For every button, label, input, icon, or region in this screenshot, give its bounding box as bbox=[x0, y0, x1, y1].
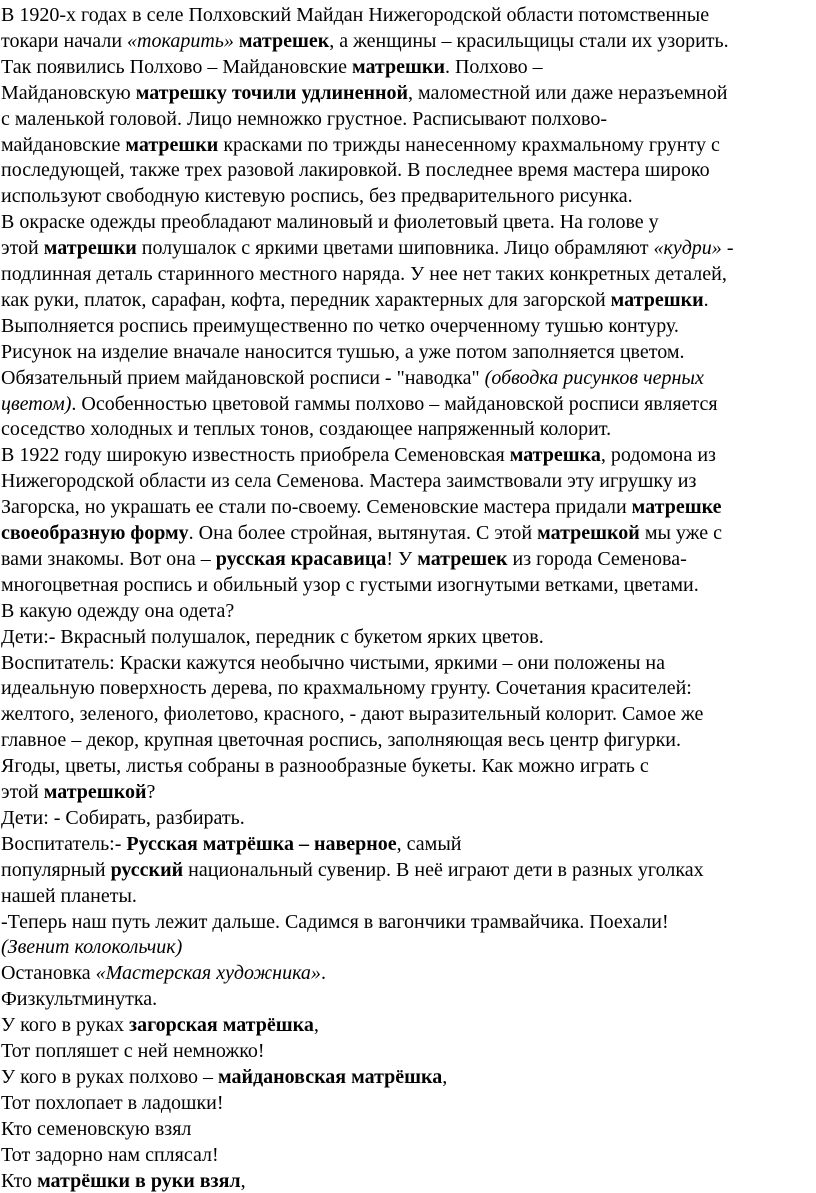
text-run: Тот похлопает в ладошки! bbox=[1, 1091, 224, 1114]
text-run: . Полхово – bbox=[444, 55, 543, 78]
text-line bbox=[1, 676, 692, 700]
text-run: главное – декор, крупная цветочная роспись, заполняющая весь центр фигурки. bbox=[1, 729, 681, 752]
text-line bbox=[1, 236, 733, 260]
bold-text: матрешкой bbox=[43, 781, 147, 803]
text-run: нашей планеты. bbox=[1, 884, 137, 907]
bold-text: матрешек bbox=[417, 547, 508, 570]
italic-text: «Мастерская художника» bbox=[95, 962, 321, 985]
text-line bbox=[1, 469, 696, 493]
italic-text: (Звенит колокольчик) bbox=[1, 936, 183, 959]
text-line bbox=[1, 961, 326, 985]
bold-text: матрёшки в руки взял bbox=[37, 1169, 241, 1192]
text-line bbox=[1, 1169, 246, 1193]
text-run: красками по трижды нанесенному крахмальному грунту с bbox=[218, 133, 720, 156]
text-run: Воспитатель: Краски кажутся необычно чистыми, яркими – они положены на bbox=[1, 651, 666, 674]
text-run: ? bbox=[146, 781, 156, 803]
text-line bbox=[1, 884, 137, 908]
text-line bbox=[1, 547, 687, 571]
text-run: Тот попляшет с ней немножко! bbox=[1, 1040, 265, 1062]
text-run: последующей, также трех разовой лакировкой. В последнее время мастера широко bbox=[1, 159, 710, 182]
text-run: этой bbox=[1, 781, 44, 803]
text-line bbox=[1, 210, 659, 234]
text-run: , самый bbox=[396, 832, 462, 855]
text-run: Обязательный прием майдановской росписи - "наводка" bbox=[1, 366, 485, 389]
text-line bbox=[1, 417, 611, 441]
text-line bbox=[1, 651, 665, 675]
text-run: используют свободную кистевую роспись, без предварительного рисунка. bbox=[1, 185, 633, 208]
text-line bbox=[1, 184, 633, 208]
text-run: Дети:- Вкрасный полушалок, передник с букетом ярких цветов. bbox=[1, 625, 544, 648]
bold-text: матрешки bbox=[610, 288, 704, 311]
text-run: Кто bbox=[1, 1169, 38, 1192]
text-line bbox=[1, 1039, 265, 1063]
text-line bbox=[1, 443, 716, 467]
italic-text: (обводка рисунков черных bbox=[484, 366, 704, 389]
text-run: как руки, платок, сарафан, кофта, передник характерных для загорской bbox=[1, 288, 611, 311]
text-run: , bbox=[442, 1065, 448, 1088]
text-run: подлинная деталь старинного местного наряда. У нее нет таких конкретных деталей, bbox=[1, 263, 727, 285]
text-line bbox=[1, 858, 704, 882]
text-run: , а женщины – красильщицы стали их узорить. bbox=[329, 29, 729, 52]
bold-text: матрешку точили удлиненной bbox=[135, 81, 409, 104]
text-run: вами знакомы. Вот она – bbox=[1, 547, 216, 570]
italic-text: «кудри» bbox=[653, 237, 722, 260]
text-line bbox=[1, 910, 669, 934]
bold-text: матрешки bbox=[352, 55, 445, 78]
text-run: Ягоды, цветы, листья собраны в разнообразные букеты. Как можно играть с bbox=[1, 755, 649, 778]
text-run: . bbox=[320, 962, 326, 985]
text-run: соседство холодных и теплых тонов, создающее напряженный колорит. bbox=[1, 418, 612, 441]
text-run: , bbox=[313, 1014, 319, 1037]
text-line bbox=[1, 29, 729, 53]
text-run: , маломестной или даже неразъемной bbox=[408, 81, 728, 104]
bold-text: загорская матрёшка bbox=[129, 1014, 314, 1037]
bold-text: майдановская матрёшка bbox=[218, 1065, 443, 1088]
text-line bbox=[1, 599, 234, 623]
text-run: Тот задорно нам сплясал! bbox=[1, 1143, 219, 1166]
text-run: Кто семеновскую взял bbox=[1, 1117, 192, 1140]
text-run: . Особенностью цветовой гаммы полхово – майдановской росписи является bbox=[71, 392, 718, 415]
bold-text: матрешек bbox=[238, 29, 330, 52]
italic-text: «токарить» bbox=[127, 29, 234, 52]
text-line bbox=[1, 107, 607, 131]
text-run: Рисунок на изделие вначале наносится тушью, а уже потом заполняется цветом. bbox=[1, 340, 685, 363]
text-run: национальный сувенир. В неё играют дети в разных уголках bbox=[183, 858, 704, 881]
text-line bbox=[1, 495, 721, 519]
text-line bbox=[1, 780, 155, 804]
text-line bbox=[1, 158, 710, 182]
text-run: . Она более стройная, вытянутая. С этой bbox=[188, 522, 538, 544]
text-run: этой bbox=[1, 237, 44, 260]
text-line bbox=[1, 81, 727, 105]
text-run: . bbox=[703, 288, 709, 311]
bold-text: русская красавица bbox=[215, 547, 387, 570]
text-line bbox=[1, 806, 245, 830]
bold-text: матрешка bbox=[509, 444, 601, 467]
text-run: Загорска, но украшать ее стали по-своему. Семеновские мастера придали bbox=[1, 496, 632, 519]
text-run: Остановка bbox=[1, 962, 96, 985]
text-line bbox=[1, 832, 461, 856]
text-run: У кого в руках полхово – bbox=[1, 1065, 219, 1088]
text-run: В какую одежду она одета? bbox=[1, 599, 235, 622]
text-run: , родомона из bbox=[600, 444, 716, 467]
text-run: Нижегородской области из села Семенова. Мастера заимствовали эту игрушку из bbox=[1, 470, 697, 493]
text-run: У кого в руках bbox=[1, 1014, 130, 1037]
text-run: Воспитатель:- bbox=[1, 832, 127, 855]
text-line bbox=[1, 1117, 191, 1141]
text-run: токари начали bbox=[1, 29, 128, 52]
text-run: майдановские bbox=[1, 133, 126, 156]
text-line bbox=[1, 1091, 224, 1115]
text-run: многоцветная роспись и обильный узор с густыми изогнутыми ветками, цветами. bbox=[1, 573, 699, 596]
text-run: В окраске одежды преобладают малиновый и фиолетовый цвета. На голове у bbox=[1, 211, 659, 234]
text-run: с маленькой головой. Лицо немножко грустное. Расписывают полхово- bbox=[1, 107, 607, 130]
text-line bbox=[1, 262, 727, 286]
italic-text: цветом) bbox=[1, 392, 72, 415]
text-line bbox=[1, 702, 703, 726]
text-line bbox=[1, 1065, 447, 1089]
text-run: В 1922 году широкую известность приобрела Семеновская bbox=[1, 444, 510, 467]
text-line bbox=[1, 728, 681, 752]
text-run: Так появились Полхово – Майдановские bbox=[1, 55, 352, 78]
bold-text: своеобразную форму bbox=[1, 522, 189, 544]
text-run: Майдановскую bbox=[1, 81, 136, 104]
text-line bbox=[1, 55, 543, 79]
text-run: Физкультминутка. bbox=[1, 988, 158, 1011]
bold-text: русский bbox=[110, 858, 184, 881]
text-line bbox=[1, 340, 685, 364]
text-run: ! У bbox=[386, 547, 418, 570]
text-line bbox=[1, 935, 182, 959]
bold-text: матрешки bbox=[43, 237, 137, 260]
text-run: мы уже с bbox=[639, 522, 722, 544]
text-run: - bbox=[721, 237, 734, 260]
text-run: идеальную поверхность дерева, по крахмальному грунту. Сочетания красителей: bbox=[1, 677, 692, 700]
text-line bbox=[1, 366, 704, 390]
text-run: желтого, зеленого, фиолетово, красного, - дают выразительный колорит. Самое же bbox=[1, 703, 704, 726]
text-line bbox=[1, 754, 649, 778]
text-line bbox=[1, 987, 157, 1011]
text-run: из города Семенова- bbox=[507, 547, 687, 570]
bold-text: матрешкой bbox=[537, 522, 640, 544]
text-line bbox=[1, 3, 709, 27]
text-run: , bbox=[240, 1169, 246, 1192]
text-run: -Теперь наш путь лежит дальше. Садимся в вагончики трамвайчика. Поехали! bbox=[1, 910, 669, 933]
text-line bbox=[1, 625, 544, 649]
text-run: полушалок с яркими цветами шиповника. Лицо обрамляют bbox=[136, 237, 654, 260]
text-run: Выполняется роспись преимущественно по четко очерченному тушью контуру. bbox=[1, 314, 679, 337]
text-line bbox=[1, 133, 720, 157]
text-run: Дети: - Собирать, разбирать. bbox=[1, 806, 245, 829]
text-line bbox=[1, 1143, 219, 1167]
text-line bbox=[1, 573, 699, 597]
text-line bbox=[1, 521, 722, 545]
bold-text: матрешки bbox=[125, 133, 219, 156]
text-run: В 1920-х годах в селе Полховский Майдан Нижегородской области потомственные bbox=[1, 4, 710, 26]
bold-text: Русская матрёшка – наверное bbox=[126, 832, 397, 855]
text-run: популярный bbox=[1, 858, 111, 881]
text-line bbox=[1, 288, 709, 312]
text-line bbox=[1, 1013, 319, 1037]
text-line bbox=[1, 314, 679, 338]
text-line bbox=[1, 392, 718, 416]
bold-text: матрешке bbox=[631, 496, 722, 519]
